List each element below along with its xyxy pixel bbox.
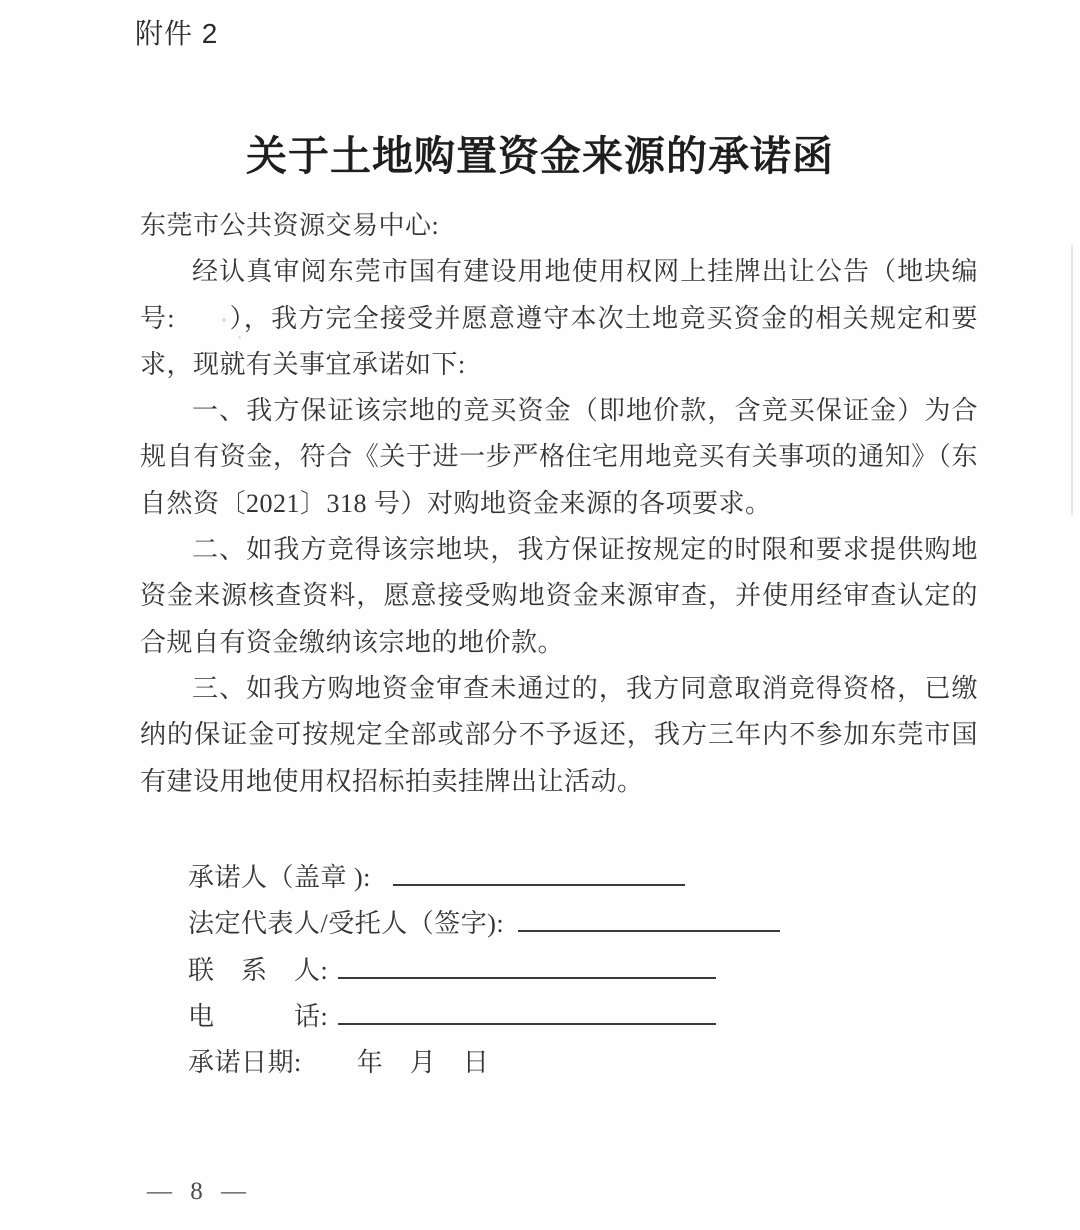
promisor-signature-line <box>393 858 685 886</box>
signature-row-representative <box>188 901 780 947</box>
date-units: 年 月 日 <box>356 1048 490 1078</box>
signature-block <box>188 855 780 1086</box>
intro-text-before-blank: 经认真审阅东莞市国有建设用地使用权网上挂牌出让公告（地块编号: <box>140 257 978 333</box>
promisor-label: 承诺人（盖章 ): <box>188 863 371 892</box>
signature-row-promisor <box>188 855 780 901</box>
document-title: 关于土地购置资金来源的承诺函 <box>246 133 834 180</box>
contact-label: 联 系 人: <box>188 955 329 985</box>
phone-label: 电 话: <box>188 1001 329 1031</box>
scan-edge-artifact <box>1071 245 1073 515</box>
signature-row-contact <box>188 948 780 994</box>
signature-row-phone <box>188 994 780 1040</box>
contact-signature-line <box>338 951 716 979</box>
document-body <box>140 203 978 805</box>
page-number: — 8 — <box>147 1178 252 1205</box>
addressee-line: 东莞市公共资源交易中心: <box>140 211 440 240</box>
intro-text-after-blank: ），我方完全接受并愿意遵守本次土地竞买资金的相关规定和要求，现就有关事宜承诺如下: <box>140 303 978 379</box>
scan-speck-artifact <box>238 336 241 339</box>
phone-signature-line <box>338 997 716 1025</box>
scan-speck-artifact <box>222 318 226 322</box>
date-label: 承诺日期: <box>188 1048 302 1078</box>
clause-paragraph-3: 三、如我方购地资金审查未通过的，我方同意取消竞得资格，已缴纳的保证金可按规定全部或部分不予返还，我方三年内不参加东莞市国有建设用地使用权招标拍卖挂牌出让活动。 <box>140 673 978 796</box>
intro-paragraph <box>140 249 978 388</box>
representative-label: 法定代表人/受托人（签字): <box>188 909 505 939</box>
attachment-label: 附件 2 <box>135 18 219 49</box>
representative-signature-line <box>518 904 780 932</box>
signature-row-date <box>188 1040 780 1086</box>
clause-paragraph-2: 二、如我方竞得该宗地块，我方保证按规定的时限和要求提供购地资金来源核查资料，愿意接受购地资金来源审查，并使用经审查认定的合规自有资金缴纳该宗地的地价款。 <box>140 535 978 657</box>
clause-paragraph-1: 一、我方保证该宗地的竞买资金（即地价款，含竞买保证金）为合规自有资金，符合《关于进一步严格住宅用地竞买有关事项的通知》（东自然资〔2021〕318 号）对购地资金来源的各项要求。 <box>140 396 978 518</box>
